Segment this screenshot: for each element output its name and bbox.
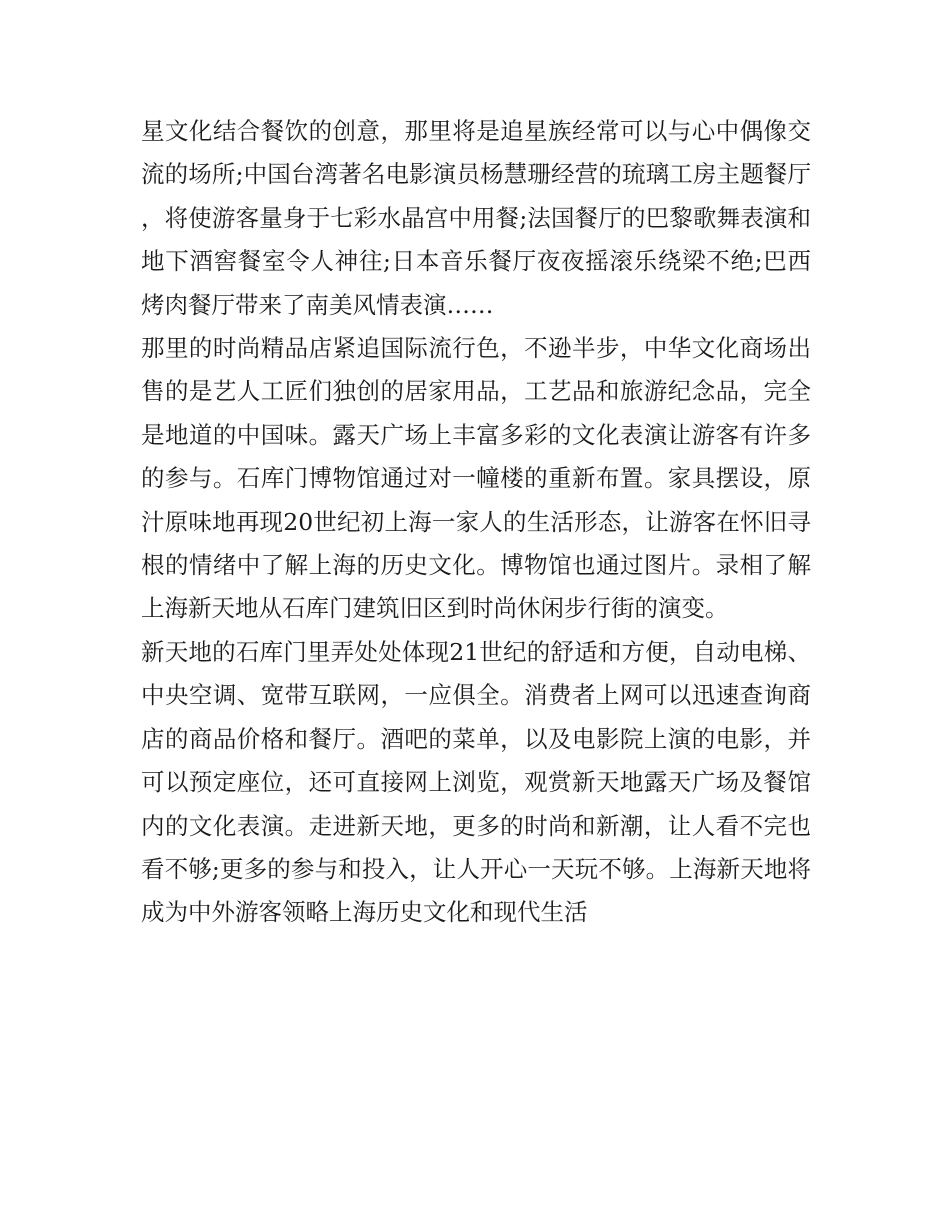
document-body	[141, 110, 811, 935]
paragraph-modern-amenities: 新天地的石库门里弄处处体现21世纪的舒适和方便，自动电梯、中央空调、宽带互联网，一应俱全。消费者上网可以迅速查询商店的商品价格和餐厅。酒吧的菜单，以及电影院上演的电影，并可以预定座位，还可直接网上浏览，观赏新天地露天广场及餐馆内的文化表演。走进新天地，更多的时尚和新潮，让人看不完也看不够;更多的参与和投入，让人开心一天玩不够。上海新天地将成为中外游客领略上海历史文化和现代生活	[141, 637, 811, 927]
paragraph-restaurants: 星文化结合餐饮的创意，那里将是追星族经常可以与心中偶像交流的场所;中国台湾著名电影演员杨慧珊经营的琉璃工房主题餐厅，将使游客量身于七彩水晶宫中用餐;法国餐厅的巴黎歌舞表演和地下酒窖餐室令人神往;日本音乐餐厅夜夜摇滚乐绕梁不绝;巴西烤肉餐厅带来了南美风情表演……	[141, 117, 811, 319]
paragraph-shops-museum: 那里的时尚精品店紧追国际流行色，不逊半步，中华文化商场出售的是艺人工匠们独创的居家用品，工艺品和旅游纪念品，完全是地道的中国味。露天广场上丰富多彩的文化表演让游客有许多的参与。石库门博物馆通过对一幢楼的重新布置。家具摆设，原汁原味地再现20世纪初上海一家人的生活形态，让游客在怀旧寻根的情绪中了解上海的历史文化。博物馆也通过图片。录相了解上海新天地从石库门建筑旧区到时尚休闲步行街的演变。	[141, 334, 811, 623]
